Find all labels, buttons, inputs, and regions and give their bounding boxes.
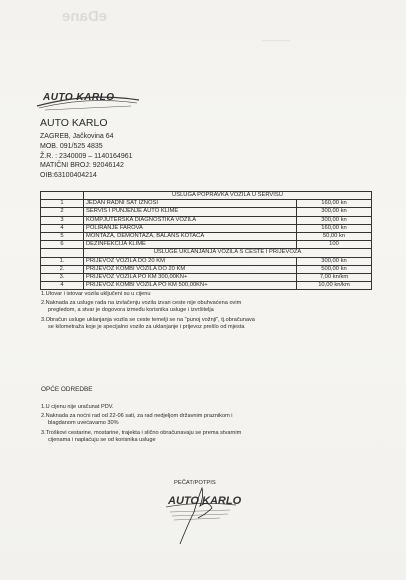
table-row: 3 KOMPJUTERSKA DIAGNOSTIKA VOZILA 300,00 kn [41,216,372,224]
stamp-text: AUTO KARLO [168,495,242,507]
table-row: 1. PRIJEVOZ VOZILA DO 20 KM 300,00 kn [41,257,372,265]
term-item: 1.U cijenu nije uračunat PDV. [41,404,114,410]
registration-line: MATIČNI BROJ: 92046142 [40,162,124,170]
company-stamp [150,484,250,546]
section-title: USLUGE UKLANJANJA VOZILA S CESTE I PRIJEVOZA [84,249,372,257]
term-item-continued: blagdanom uvećavamo 30% [48,420,119,427]
company-name: AUTO KARLO [40,117,108,129]
bleed-through-mark: eDane [62,8,108,25]
term-item-continued: cijenama i naplaćuju se od korisnika usluge [48,436,156,443]
account-line: Ž.R. : 2340009 – 1140164961 [40,152,133,160]
table-row: 2 SERVIS I PUNJENJE AUTO KLIME 300,00 kn [41,208,372,216]
table-section-header [41,249,372,257]
table-row: 3. PRIJEVOZ VOZILA PO KM 300,00KN+ 7,00 kn/km [41,273,372,281]
svg-text:AUTO KARLO: AUTO KARLO [43,92,115,103]
oib-line: OIB:63100404214 [40,172,97,180]
general-terms-title: OPĆE ODREDBE [41,386,93,393]
note-item: 3.Obračun usluge uklanjanja vozila se ceste temelji se na "punoj vožnji", tj.obračunava [41,316,255,323]
bleed-through-mark: ———— [262,38,290,45]
table-row: 2. PRIJEVOZ KOMBI VOZILA DO 20 KM 500,00 kn [41,265,372,273]
stamp-label: PEČAT/POTPIS [174,480,216,486]
term-item: 3.Troškovi cestarine, mostarine, trajekta i slično obračunavaju se prema stvarnim [41,429,242,436]
note-item-continued: pregledom, a stvar je dogovora između korisnika usluge i izvršitelja [48,307,214,314]
company-logo [33,86,143,114]
table-row: 4 POLIRANJE FAROVA 160,00 kn [41,224,372,232]
section-title: USLUGA POPRAVKA VOZILA U SERVISU [84,192,372,200]
address-line: ZAGREB, Jačkovina 64 [40,133,114,140]
notes-section [41,291,341,333]
table-row: 4 PRIJEVOZ KOMBI VOZILA PO KM 500,00KN+ 10,00 kn/km [41,282,372,290]
term-item: 2.Naknada za noćni rad od 22-06 sati, za rad nedjeljom državnim praznikom i [41,413,233,420]
company-header [40,116,133,181]
table-row: 6 DEZINFEKCIJA KLIME 100 [41,241,372,249]
general-terms-section [41,404,341,446]
price-table [40,191,372,290]
table-row: 5 MONTAŽA, DEMONTAŽA, BALANS KOTAČA 50,00 kn [41,232,372,240]
note-item: 2.Naknada za usluge rada na izvlačenju vozila izvan ceste nije obuhvaćena ovim [41,300,242,307]
phone-line: MOB. 091/525 4835 [40,142,103,150]
note-item-continued: se kilometraža koje je specijalno vozilo za uklanjanje i prijevoz prešlo od mjesta [48,323,245,330]
note-item: 1.Utovar i istovar vozila uključeni su u cijenu [41,291,151,297]
table-row: 1 JEDAN RADNI SAT IZNOSI 160,00 kn [41,200,372,208]
table-section-header [41,192,372,200]
